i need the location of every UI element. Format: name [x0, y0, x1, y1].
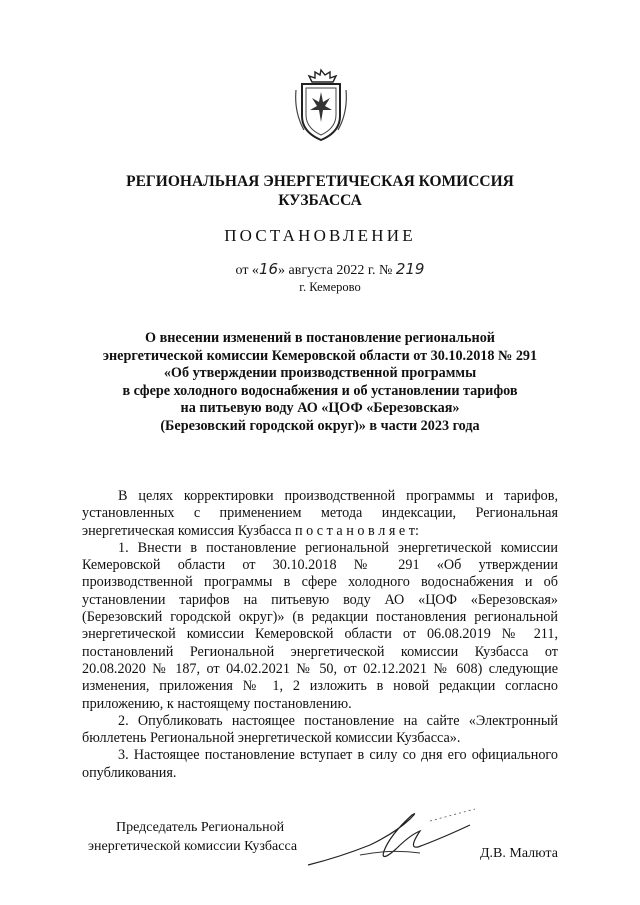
handwritten-day: 16 [258, 260, 279, 278]
item-2-paragraph: 2. Опубликовать настоящее постановление на сайте «Электронный бюллетень Региональной энергетической комиссии Кузбасса». [82, 712, 558, 747]
document-body [82, 488, 558, 782]
preamble-text: В целях корректировки производственной программы и тарифов, установленных с применением метода индексации, Региональная энергетическая комиссия Кузбасса [82, 488, 558, 539]
document-type: ПОСТАНОВЛЕНИЕ [224, 226, 416, 245]
subject-line: на питьевую воду АО «ЦОФ «Березовская» [180, 400, 460, 416]
subject-line: в сфере холодного водоснабжения и об установлении тарифов [122, 382, 518, 399]
subject-line: (Березовский городской округ)» в части 2023 года [160, 417, 480, 434]
signatory-name: Д.В. Малюта [480, 846, 558, 861]
handwritten-signature [300, 805, 480, 875]
organization-name [100, 172, 540, 210]
subject-line: энергетической комиссии Кемеровской области от 30.10.2018 № 291 [102, 347, 538, 364]
organization-name-line1: РЕГИОНАЛЬНАЯ ЭНЕРГЕТИЧЕСКАЯ КОМИССИЯ [126, 173, 514, 190]
handwritten-number: 219 [395, 260, 425, 278]
preamble-paragraph [82, 488, 558, 540]
date-and-number [180, 260, 480, 279]
coat-of-arms-emblem [292, 68, 350, 142]
preamble-verb: п о с т а н о в л я е т: [294, 522, 419, 539]
position-line1: Председатель Региональной [116, 820, 285, 835]
signatory-position [88, 818, 297, 856]
document-subject [80, 330, 560, 435]
item-1-paragraph: 1. Внести в постановление региональной энергетической комиссии Кемеровской области от 30.10.2018 № 291 «Об утверждении производственной программы в сфере холодного водоснабжения и об установлении тарифов на питьевую воду АО «ЦОФ «Березовская» (Березовский городской округ)» (в редакции постановления региональной энергетической комиссии Кемеровской области от 06.08.2019 № 211, постановлений Региональной энергетической комиссии Кузбасса от 20.08.2020 № 187, от 04.02.2021 № 50, от 02.12.2021 № 608) следующие изменения, приложения № 1, 2 изложить в новой редакции согласно приложению, к настоящему постановлению. [82, 539, 558, 712]
date-middle: » августа 2022 г. № [278, 263, 393, 278]
position-line2: энергетической комиссии Кузбасса [88, 839, 298, 854]
item-3-paragraph: 3. Настоящее постановление вступает в силу со дня его официального опубликования. [82, 747, 558, 781]
organization-name-line2: КУЗБАССА [278, 192, 362, 209]
subject-line: «Об утверждении производственной программы [163, 365, 477, 381]
subject-line: О внесении изменений в постановление региональной [145, 330, 495, 346]
city: г. Кемерово [299, 280, 361, 294]
date-prefix: от « [235, 263, 259, 278]
